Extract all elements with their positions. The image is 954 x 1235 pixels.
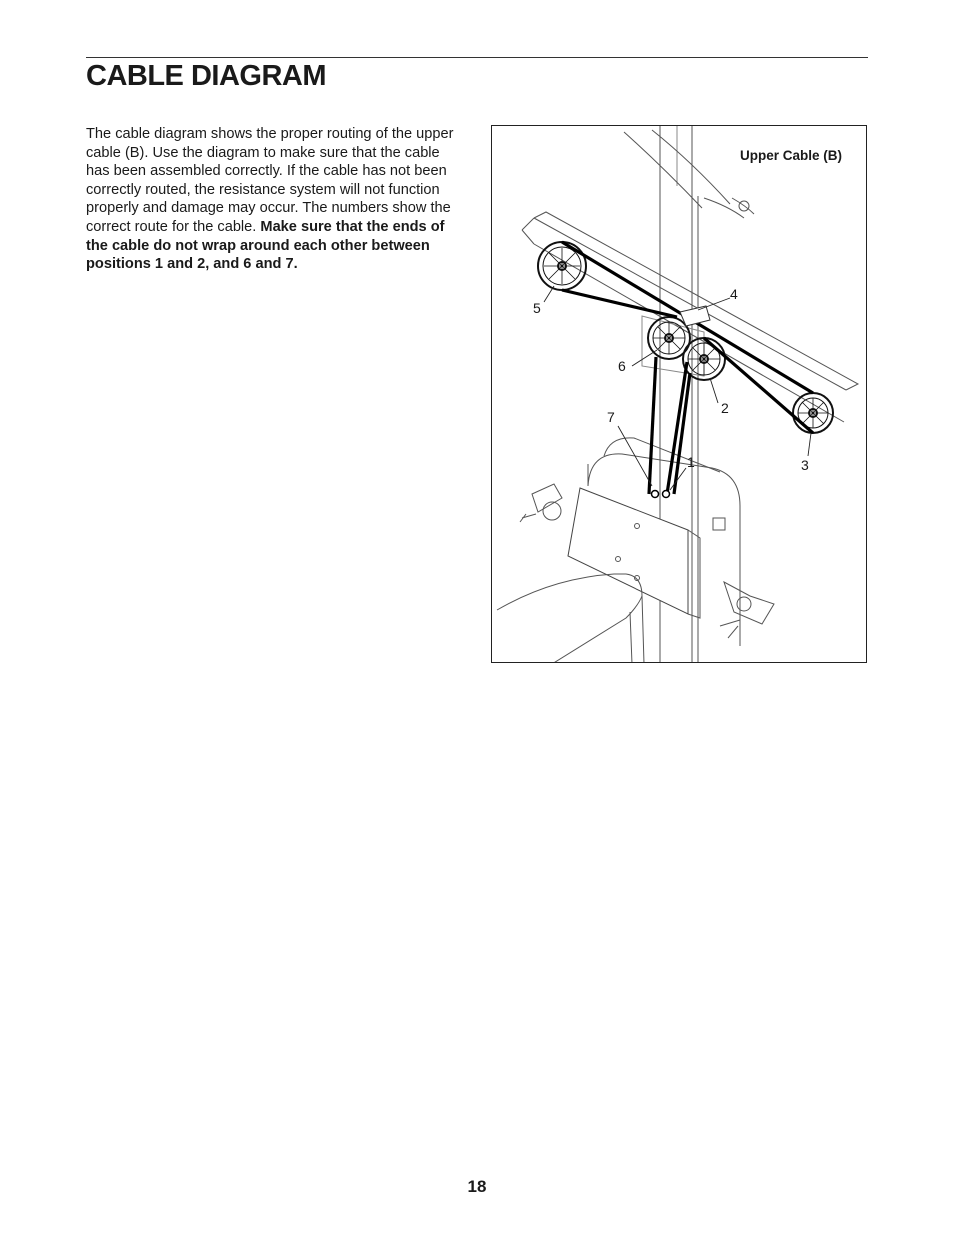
- warning-text: Make sure that the ends of the cable do not wrap around each other between positions 1 and 2, and 6 and 7.: [86, 218, 445, 273]
- intro-text: The cable diagram shows the proper routing of the upper cable (B). Use the diagram to make sure that the cable has been assembled correctly. If the cable has not been correctly routed, the resistance system will not function properly and damage may occur. The numbers show the correct route for the cable.: [86, 126, 454, 235]
- callout-2: 2: [721, 400, 729, 416]
- callout-1: 1: [687, 454, 695, 470]
- page-title: CABLE DIAGRAM: [86, 60, 326, 92]
- callout-4: 4: [730, 286, 738, 302]
- cable-diagram-figure: [491, 125, 867, 663]
- figure-caption: Upper Cable (B): [739, 148, 842, 163]
- pulley-3: [793, 393, 833, 433]
- callout-5: 5: [533, 300, 541, 316]
- pulley-5: [538, 242, 586, 290]
- callout-6: 6: [618, 358, 626, 374]
- callout-7: 7: [607, 409, 615, 425]
- cable-diagram-illustration: [492, 126, 867, 663]
- page-number: 18: [467, 1177, 487, 1196]
- instruction-paragraph: [86, 125, 466, 274]
- callout-3: 3: [801, 457, 809, 473]
